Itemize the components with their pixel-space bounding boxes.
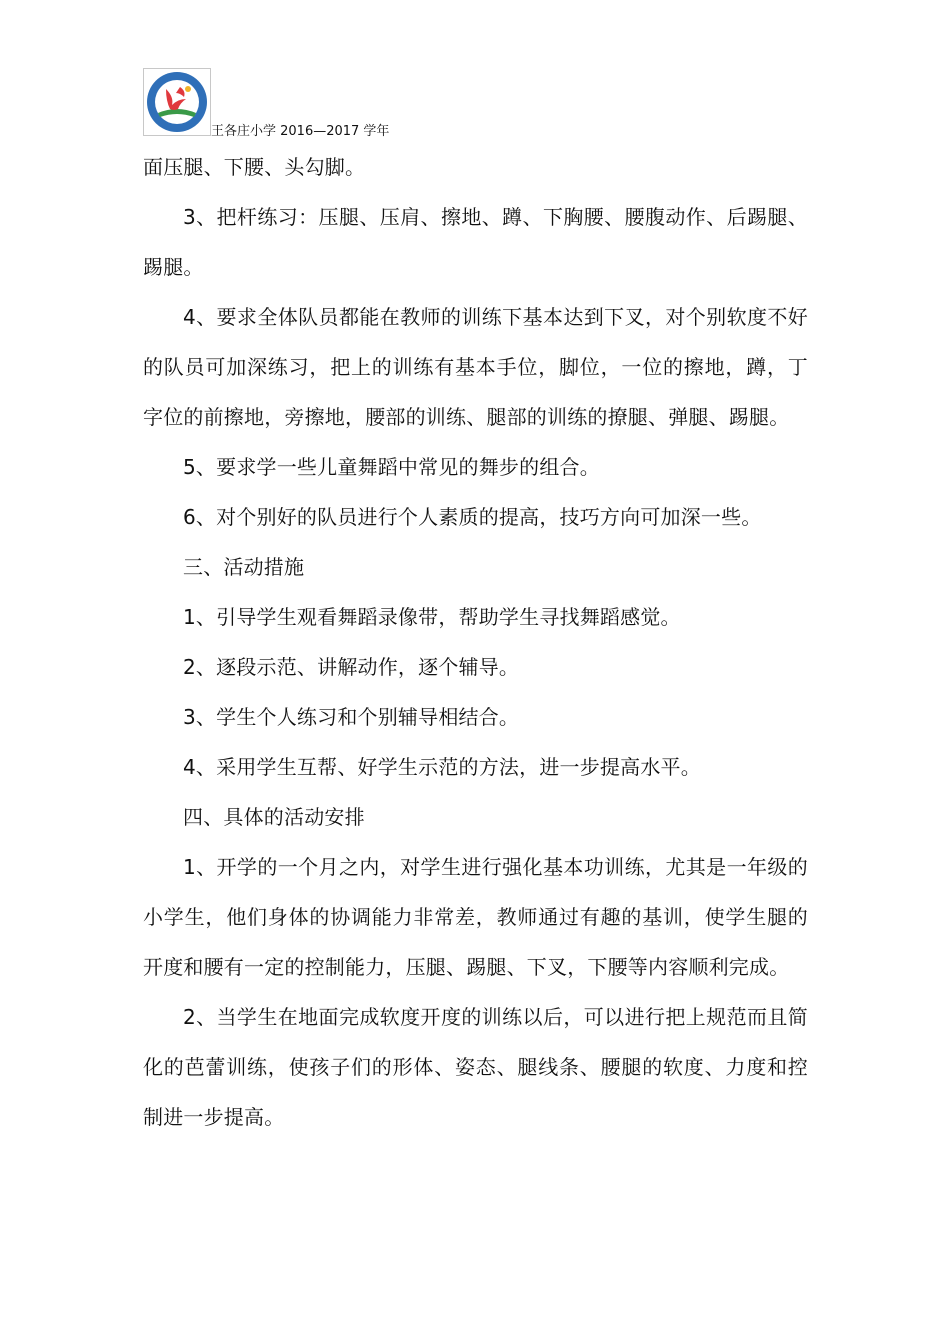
paragraph: 5、要求学一些儿童舞蹈中常见的舞步的组合。 [183,455,600,479]
paragraph: 4、采用学生互帮、好学生示范的方法，进一步提高水平。 [183,755,701,779]
section-heading: 四、具体的活动安排 [183,805,365,829]
paragraph: 2、逐段示范、讲解动作，逐个辅导。 [183,655,520,679]
paragraph: 1、开学的一个月之内，对学生进行强化基本功训练，尤其是一年级的小学生，他们身体的协调能力非常差，教师通过有趣的基训，使学生腿的开度和腰有一定的控制能力，压腿、踢腿、下叉，下腰等内容顺利完成。 [143,855,808,979]
paragraph: 1、引导学生观看舞蹈录像带，帮助学生寻找舞蹈感觉。 [183,605,681,629]
paragraph: 6、对个别好的队员进行个人素质的提高，技巧方向可加深一些。 [183,505,762,529]
section-heading: 三、活动措施 [183,555,305,579]
document-body [143,142,808,1142]
paragraph: 面压腿、下腰、头勾脚。 [143,155,366,179]
school-emblem-icon [143,68,211,136]
school-year-label: 王各庄小学 2016—2017 学年 [211,124,390,139]
paragraph: 2、当学生在地面完成软度开度的训练以后，可以进行把上规范而且简化的芭蕾训练，使孩子们的形体、姿态、腿线条、腰腿的软度、力度和控制进一步提高。 [143,1005,808,1129]
page-header [143,68,543,140]
paragraph: 3、学生个人练习和个别辅导相结合。 [183,705,520,729]
paragraph: 3、把杆练习：压腿、压肩、擦地、蹲、下胸腰、腰腹动作、后踢腿、踢腿。 [143,205,808,279]
paragraph: 4、要求全体队员都能在教师的训练下基本达到下叉，对个别软度不好的队员可加深练习，把上的训练有基本手位，脚位，一位的擦地，蹲，丁字位的前擦地，旁擦地，腰部的训练、腿部的训练的撩腿、弹腿、踢腿。 [143,305,808,429]
